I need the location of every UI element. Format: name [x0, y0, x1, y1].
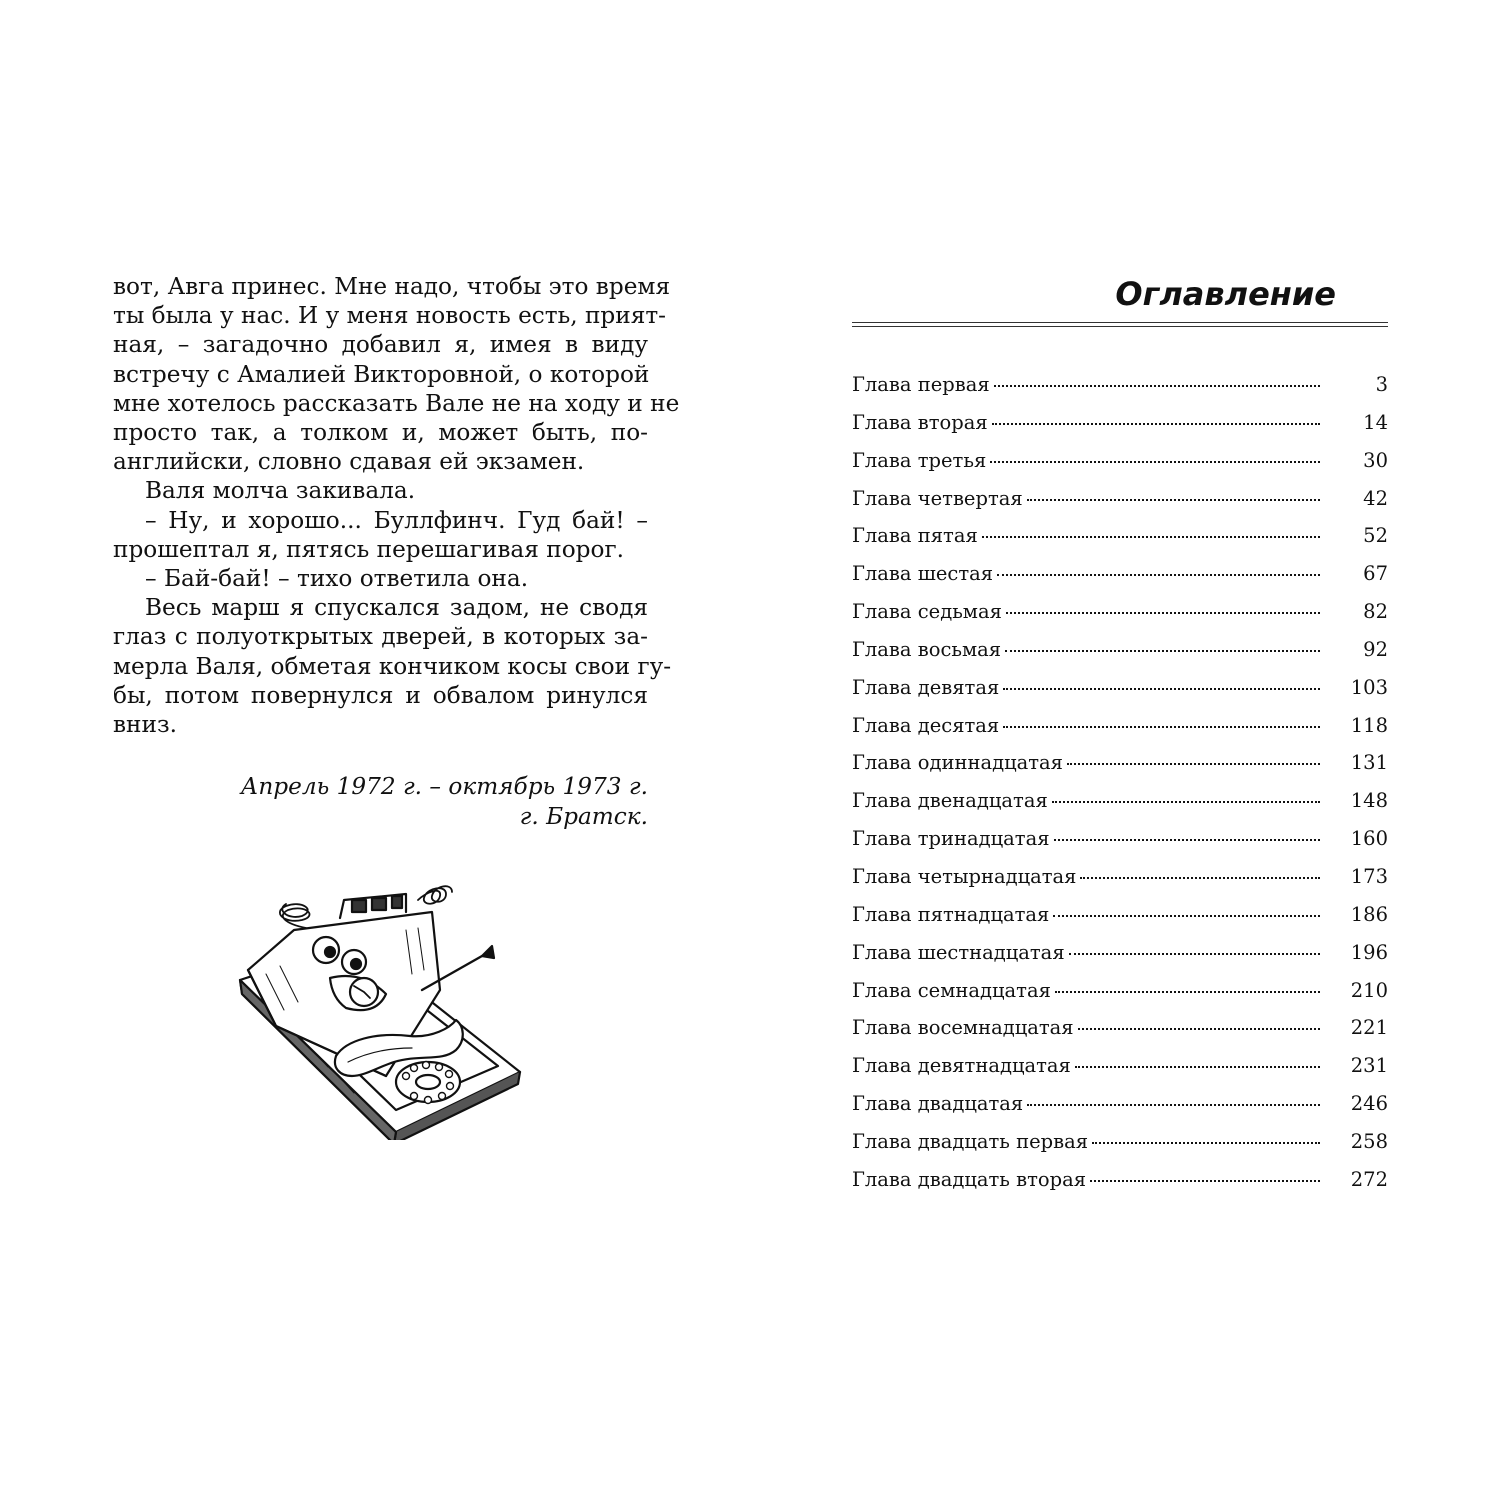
- toc-entry-label: Глава первая: [852, 373, 990, 396]
- toc-list: [852, 366, 1388, 1199]
- toc-leader-dots: [982, 536, 1320, 538]
- toc-entry[interactable]: [852, 1085, 1388, 1123]
- toc-entry-label: Глава двадцатая: [852, 1092, 1024, 1116]
- toc-entry-page: 196: [1350, 940, 1388, 964]
- toc-leader-dots: [1080, 877, 1320, 879]
- toc-entry[interactable]: [852, 669, 1388, 707]
- toc-entry-label: Глава одиннадцатая: [852, 751, 1063, 775]
- toc-entry-page: 118: [1350, 713, 1388, 737]
- toc-entry-label: Глава двадцать первая: [852, 1129, 1089, 1153]
- toc-leader-dots: [1053, 915, 1320, 917]
- place: г. Братск.: [519, 803, 648, 830]
- toc-leader-dots: [1003, 688, 1320, 690]
- toc-entry-page: 210: [1350, 978, 1388, 1002]
- text-line: вот, Авга принес. Мне надо, чтобы это время: [113, 273, 671, 300]
- text-line: прошептал я, пятясь перешагивая порог.: [113, 535, 624, 563]
- toc-entry-page: 30: [1363, 448, 1388, 472]
- toc-entry[interactable]: [852, 1123, 1388, 1161]
- text-line: мерла Валя, обметая кончиком косы свои гу-: [113, 652, 672, 680]
- toc-entry[interactable]: [852, 1047, 1388, 1085]
- toc-entry[interactable]: [852, 820, 1388, 858]
- left-page-text: [113, 272, 680, 739]
- toc-leader-dots: [1067, 763, 1320, 765]
- toc-entry-page: 14: [1363, 410, 1388, 434]
- toc-leader-dots: [1078, 1028, 1320, 1030]
- text-line: вниз.: [113, 711, 177, 739]
- toc-entry-label: Глава двадцать вторая: [852, 1167, 1087, 1191]
- text-line: просто так, а толком и, может быть, по-: [113, 419, 648, 447]
- toc-entry[interactable]: [852, 744, 1388, 782]
- toc-entry-page: 3: [1375, 373, 1388, 396]
- toc-entry[interactable]: [852, 858, 1388, 896]
- toc-entry-label: Глава седьмая: [852, 600, 1002, 624]
- toc-leader-dots: [990, 461, 1320, 463]
- toc-leader-dots: [1003, 726, 1320, 728]
- toc-entry-label: Глава пятая: [852, 524, 978, 548]
- toc-leader-dots: [1052, 801, 1320, 803]
- toc-leader-dots: [1069, 953, 1320, 955]
- toc-entry[interactable]: [852, 480, 1388, 518]
- toc-entry-page: 92: [1363, 637, 1388, 661]
- text-line: бы, потом повернулся и обвалом ринулся: [113, 681, 648, 709]
- toc-entry-label: Глава четвертая: [852, 486, 1023, 510]
- toc-entry-page: 258: [1350, 1129, 1388, 1153]
- toc-leader-dots: [1006, 612, 1320, 614]
- toc-entry[interactable]: [852, 404, 1388, 442]
- toc-entry[interactable]: [852, 631, 1388, 669]
- toc-entry[interactable]: [852, 782, 1388, 820]
- toc-leader-dots: [1027, 499, 1320, 501]
- toc-entry-page: 186: [1350, 902, 1388, 926]
- toc-entry-label: Глава семнадцатая: [852, 978, 1051, 1002]
- toc-entry[interactable]: [852, 972, 1388, 1010]
- toc-leader-dots: [1027, 1104, 1320, 1106]
- toc-entry-page: 148: [1350, 789, 1388, 813]
- toc-entry-page: 272: [1350, 1167, 1388, 1191]
- date-range: Апрель 1972 г. – октябрь 1973 г.: [240, 773, 648, 800]
- toc-entry[interactable]: [852, 1161, 1388, 1199]
- toc-entry-label: Глава шестнадцатая: [852, 940, 1065, 964]
- toc-entry-label: Глава восемнадцатая: [852, 1016, 1074, 1040]
- toc-entry-label: Глава девятнадцатая: [852, 1054, 1071, 1078]
- dateline: [113, 772, 648, 832]
- toc-entry[interactable]: [852, 896, 1388, 934]
- toc-entry[interactable]: [852, 934, 1388, 972]
- toc-leader-dots: [997, 574, 1320, 576]
- text-line: Весь марш я спускался задом, не сводя: [145, 594, 648, 622]
- text-line: английски, словно сдавая ей экзамен.: [113, 448, 585, 476]
- text-line: – Бай-бай! – тихо ответила она.: [145, 565, 529, 593]
- toc-entry[interactable]: [852, 442, 1388, 480]
- toc-entry[interactable]: [852, 707, 1388, 745]
- toc-divider: [852, 322, 1388, 327]
- text-line: ты была у нас. И у меня новость есть, прият-: [113, 302, 667, 330]
- text-line: ная, – загадочно добавил я, имея в виду: [113, 331, 648, 359]
- toc-entry-label: Глава пятнадцатая: [852, 902, 1050, 926]
- toc-entry-page: 42: [1363, 486, 1388, 510]
- text-line: Валя молча закивала.: [145, 477, 416, 505]
- toc-entry-label: Глава тринадцатая: [852, 827, 1050, 851]
- toc-entry-label: Глава десятая: [852, 713, 1000, 737]
- toc-title: Оглавление: [1115, 275, 1336, 313]
- toc-entry-page: 173: [1350, 864, 1388, 888]
- toc-entry-label: Глава двенадцатая: [852, 789, 1048, 813]
- toc-entry-label: Глава вторая: [852, 410, 988, 434]
- text-line: встречу с Амалией Викторовной, о которой: [113, 360, 650, 388]
- toc-entry-page: 67: [1363, 562, 1388, 586]
- toc-leader-dots: [1090, 1180, 1320, 1182]
- toc-entry-page: 246: [1350, 1092, 1388, 1116]
- toc-leader-dots: [1005, 650, 1320, 652]
- toc-entry[interactable]: [852, 1009, 1388, 1047]
- toc-entry-page: 160: [1350, 827, 1388, 851]
- toc-leader-dots: [1055, 991, 1320, 993]
- toc-entry-page: 82: [1363, 600, 1388, 624]
- toc-entry-page: 221: [1350, 1016, 1388, 1040]
- toc-entry-page: 231: [1350, 1054, 1388, 1078]
- toc-entry-page: 103: [1350, 675, 1388, 699]
- toc-entry[interactable]: [852, 555, 1388, 593]
- text-line: – Ну, и хорошо... Буллфинч. Гуд бай! –: [145, 506, 648, 534]
- toc-entry-page: 52: [1363, 524, 1388, 548]
- toc-entry[interactable]: [852, 366, 1388, 404]
- toc-entry[interactable]: [852, 593, 1388, 631]
- text-line: мне хотелось рассказать Вале не на ходу и не: [113, 389, 680, 417]
- toc-entry-label: Глава четырнадцатая: [852, 864, 1077, 888]
- smiling-telephone-illustration: [236, 870, 526, 1140]
- toc-leader-dots: [1054, 839, 1320, 841]
- toc-entry-label: Глава третья: [852, 448, 987, 472]
- toc-leader-dots: [1075, 1066, 1320, 1068]
- toc-entry-label: Глава девятая: [852, 675, 1000, 699]
- toc-entry[interactable]: [852, 517, 1388, 555]
- toc-leader-dots: [1092, 1142, 1320, 1144]
- toc-entry-label: Глава шестая: [852, 562, 994, 586]
- toc-leader-dots: [994, 385, 1320, 387]
- toc-leader-dots: [992, 423, 1320, 425]
- toc-entry-page: 131: [1350, 751, 1388, 775]
- text-line: глаз с полуоткрытых дверей, в которых за-: [113, 623, 648, 651]
- toc-entry-label: Глава восьмая: [852, 637, 1002, 661]
